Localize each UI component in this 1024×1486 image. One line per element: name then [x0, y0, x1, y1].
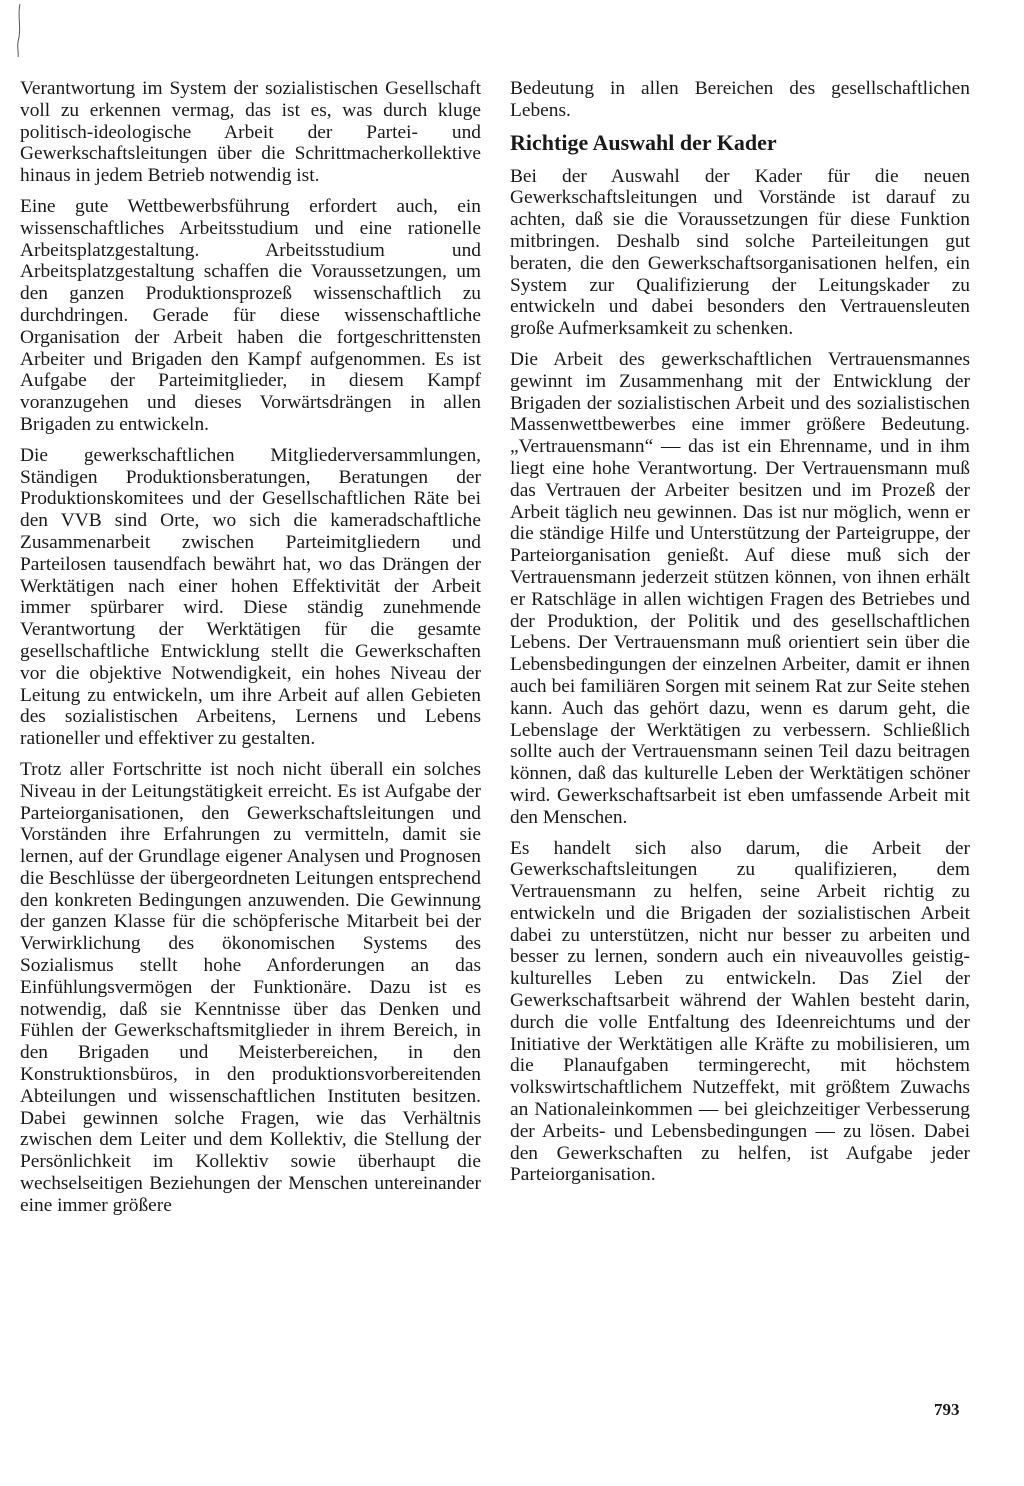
right-paragraph-2: Die Arbeit des gewerkschaftlichen Vertrauensmannes gewinnt im Zusammenhang mit der Entwicklung der Brigaden der sozialistischen Arbeit und des sozialistischen Massenwettbewerbes eine immer größere Bedeutung. „Vertrauensmann“ — das ist ein Ehrenname, und in ihm liegt eine hohe Verantwortung. Der Vertrauensmann muß das Vertrauen der Arbeiter besitzen und im Prozeß der Arbeit täglich neu gewinnen. Das ist nur möglich, wenn er die ständige Hilfe und Unterstützung der Parteigruppe, der Parteiorganisation genießt. Auf diese muß sich der Vertrauensmann jederzeit stützen können, von ihnen erhält er Ratschläge in allen wichtigen Fragen des Betriebes und der Produktion, der Politik und des gesellschaftlichen Lebens. Der Vertrauensmann muß orientiert sein über die Lebensbedingungen der einzelnen Arbeiter, damit er ihnen auch bei familiären Sorgen mit seinem Rat zur Seite stehen kann. Auch das gehört dazu, wenn es darum geht, die Lebenslage der Werktätigen zu verbessern. Schließlich sollte auch der Vertrauensmann seinen Teil dazu beitragen können, daß das kulturelle Leben der Werktätigen schöner wird. Gewerkschaftsarbeit ist eben umfassende Arbeit mit den Menschen. — [510, 348, 970, 828]
section-heading: Richtige Auswahl der Kader — [510, 129, 777, 155]
scan-mark-icon — [14, 2, 24, 58]
page-number: 793 — [934, 1400, 960, 1419]
left-paragraph-2: Eine gute Wettbewerbsführung erfordert auch, ein wissenschaftliches Arbeitsstudium und eine rationelle Arbeitsplatzgestaltung. Arbeitsstudium und Arbeitsplatzgestaltung schaffen die Voraussetzungen, um den ganzen Produktionsprozeß wissenschaftlich zu durchdringen. Gerade für diese wissenschaftliche Organisation der Arbeit haben die fortgeschrittensten Arbeiter und Brigaden den Kampf aufgenommen. Es ist Aufgabe der Parteimitglieder, in diesem Kampf voranzugehen und dieses Vorwärtsdrängen in allen Brigaden zu entwickeln. — [20, 195, 481, 435]
right-intro-paragraph: Bedeutung in allen Bereichen des gesellschaftlichen Lebens. — [510, 78, 970, 121]
right-paragraph-1: Bei der Auswahl der Kader für die neuen Gewerkschaftsleitungen und Vorstände ist darauf zu achten, daß sie die Voraussetzungen für diese Funktion mitbringen. Deshalb sind solche Parteileitungen gut beraten, die den Gewerkschaftsorganisationen helfen, ein System zur Qualifizierung der Leitungskader zu entwickeln und dabei besonders den Vertrauensleuten große Aufmerksamkeit zu schenken. — [510, 165, 970, 340]
left-column — [20, 78, 481, 1226]
left-paragraph-3: Die gewerkschaftlichen Mitgliederversammlungen, Ständigen Produktionsberatungen, Beratungen der Produktionskomitees und der Gesellschaftlichen Räte bei den VVB sind Orte, wo sich die kameradschaftliche Zusammenarbeit zwischen Parteimitgliedern und Parteilosen tausendfach bewährt hat, wo das Drängen der Werktätigen nach einer hohen Effektivität der Arbeit immer spürbarer wird. Diese ständig zunehmende Verantwortung der Werktätigen für die gesamte gesellschaftliche Entwicklung stellt die Gewerkschaften vor die objektive Notwendigkeit, ein hohes Niveau der Leitung zu entwickeln, um ihre Arbeit auf allen Gebieten des sozialistischen Arbeitens, Lernens und Lebens rationeller und effektiver zu gestalten. — [20, 444, 481, 750]
left-paragraph-4: Trotz aller Fortschritte ist noch nicht überall ein solches Niveau in der Leitungstätigkeit erreicht. Es ist Aufgabe der Parteiorganisationen, den Gewerkschaftsleitungen und Vorständen ihre Erfahrungen zu vermitteln, damit sie lernen, auf der Grundlage eigener Analysen und Prognosen die Beschlüsse der übergeordneten Leitungen entsprechend den konkreten Bedingungen anzuwenden. Die Gewinnung der ganzen Klasse für die schöpferische Mitarbeit bei der Verwirklichung des ökonomischen Systems des Sozialismus stellt hohe Anforderungen an das Einfühlungsvermögen der Funktionäre. Dazu ist es notwendig, daß sie Kenntnisse über das Denken und Fühlen der Gewerkschaftsmitglieder in ihrem Bereich, in den Brigaden und Meisterbereichen, in den Konstruktionsbüros, in den produktionsvorbereitenden Abteilungen und wissenschaftlichen Instituten besitzen. Dabei gewinnen solche Fragen, wie das Verhältnis zwischen dem Leiter und dem Kollektiv, die Stellung der Persönlichkeit im Kollektiv sowie überhaupt die wechselseitigen Beziehungen der Menschen untereinander eine immer größere — [20, 758, 481, 1216]
right-column — [510, 78, 970, 1195]
right-paragraph-3: Es handelt sich also darum, die Arbeit der Gewerkschaftsleitungen zu qualifizieren, dem Vertrauensmann zu helfen, seine Arbeit richtig zu entwickeln und die Brigaden der sozialistischen Arbeit dabei zu unterstützen, nicht nur besser zu arbeiten und besser zu lernen, sondern auch ein niveauvolles geistig-kulturelles Leben zu entwickeln. Das Ziel der Gewerkschaftsarbeit während der Wahlen besteht darin, durch die volle Entfaltung des Ideenreichtums und der Initiative der Werktätigen alle Kräfte zu mobilisieren, um die Planaufgaben termingerecht, mit höchstem volkswirtschaftlichem Nutzeffekt, mit größtem Zuwachs an Nationaleinkommen — bei gleichzeitiger Verbesserung der Arbeits- und Lebensbedingungen — zu lösen. Dabei den Gewerkschaften zu helfen, ist Aufgabe jeder Parteiorganisation. — [510, 837, 970, 1186]
left-paragraph-1: Verantwortung im System der sozialistischen Gesellschaft voll zu erkennen vermag, das ist es, was durch kluge politisch-ideologische Arbeit der Partei- und Gewerkschaftsleitungen über die Schrittmacherkollektive hinaus in jedem Betrieb notwendig ist. — [20, 78, 481, 187]
